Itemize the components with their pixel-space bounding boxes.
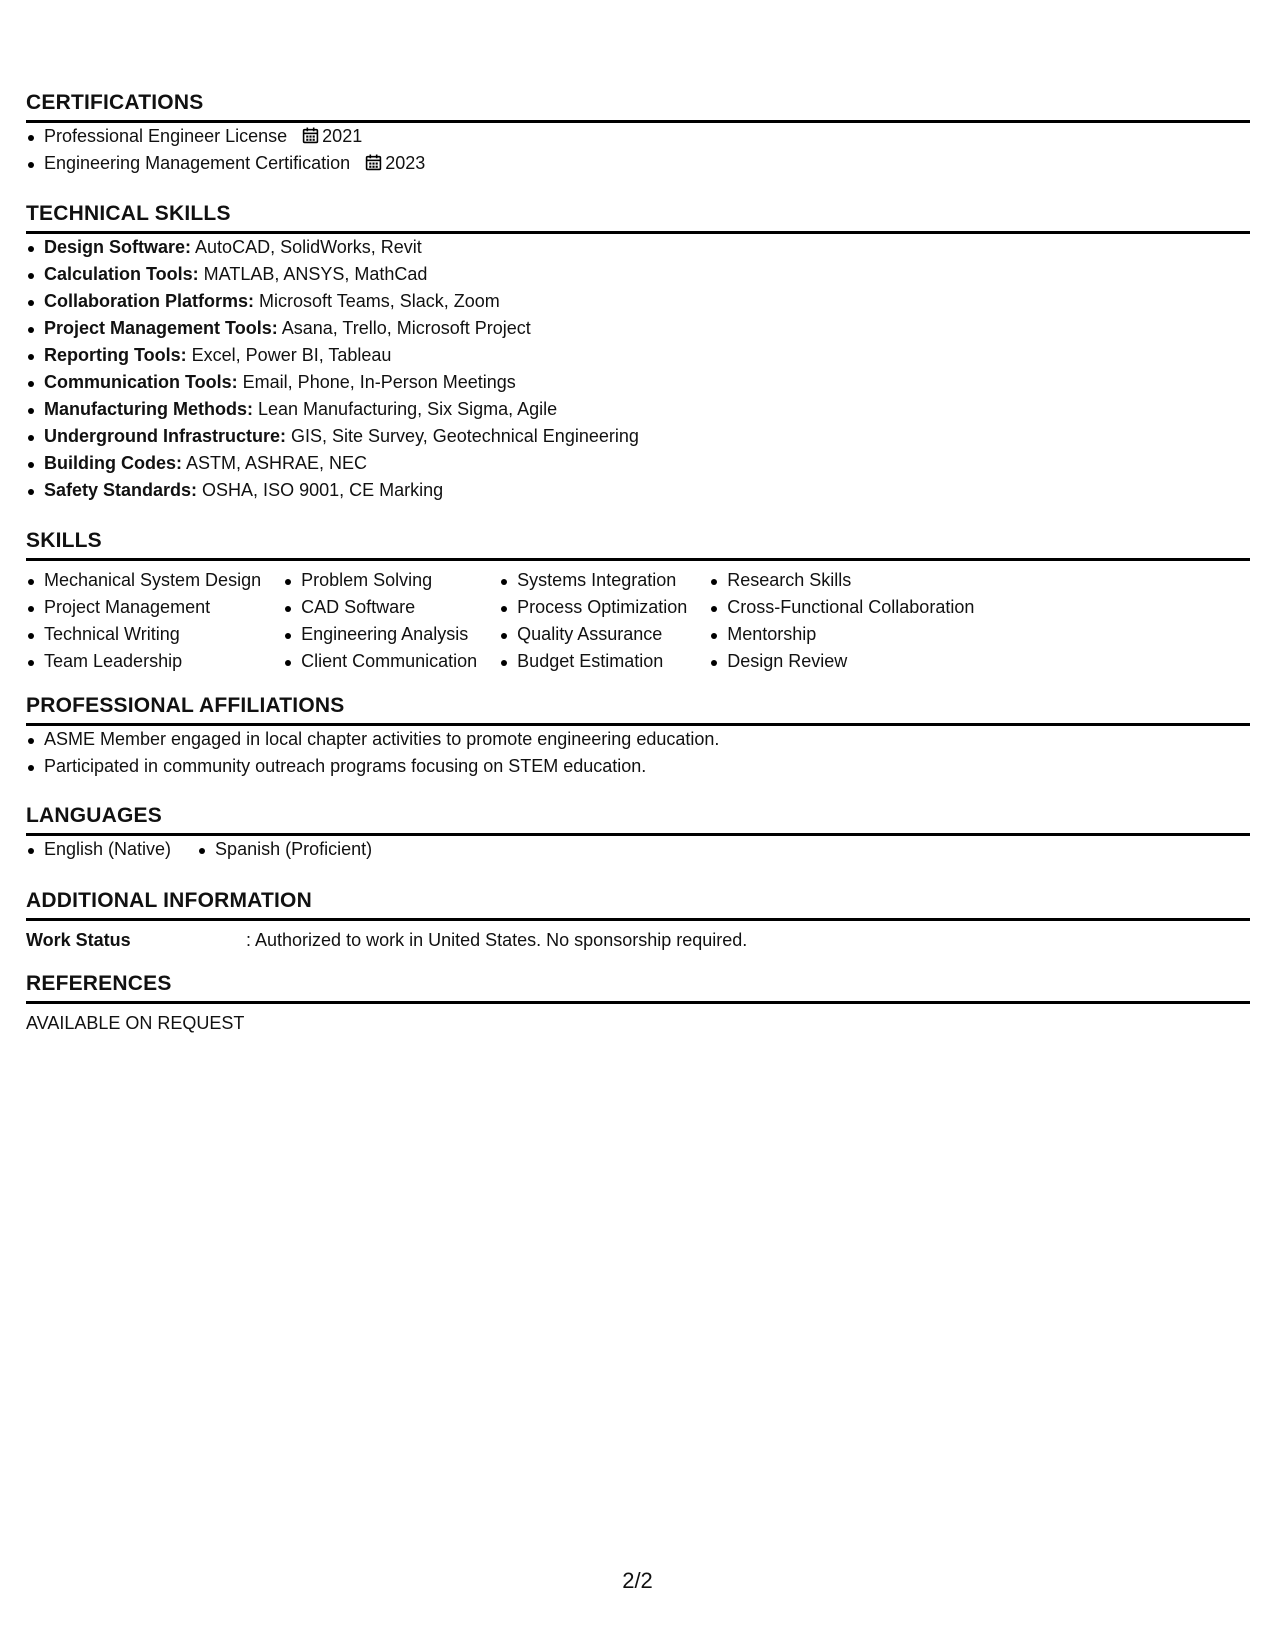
- skill-category: Design Software:: [44, 237, 192, 257]
- list-item: Team Leadership: [26, 648, 261, 675]
- list-item: Mechanical System Design: [26, 567, 261, 594]
- list-item: Project Management: [26, 594, 261, 621]
- list-item: [26, 261, 1250, 288]
- skill-values: Excel, Power BI, Tableau: [186, 345, 392, 365]
- list-item: [26, 234, 1250, 261]
- skill-category: Project Management Tools:: [44, 318, 278, 338]
- list-item: [26, 369, 1250, 396]
- list-item: [26, 450, 1250, 477]
- section-title: REFERENCES: [26, 971, 1250, 1004]
- section-title: ADDITIONAL INFORMATION: [26, 888, 1250, 921]
- list-item: [26, 150, 1250, 177]
- skills-section: [26, 528, 1250, 675]
- skill-category: Calculation Tools:: [44, 264, 199, 284]
- section-title: CERTIFICATIONS: [26, 90, 1250, 123]
- skill-values: Email, Phone, In-Person Meetings: [237, 372, 516, 392]
- list-item: Problem Solving: [283, 567, 477, 594]
- list-item: Budget Estimation: [499, 648, 687, 675]
- skill-values: OSHA, ISO 9001, CE Marking: [197, 480, 444, 500]
- list-item: [26, 123, 1250, 150]
- list-item: [26, 423, 1250, 450]
- list-item: Quality Assurance: [499, 621, 687, 648]
- list-item: [26, 315, 1250, 342]
- skill-category: Collaboration Platforms:: [44, 291, 255, 311]
- skill-values: Microsoft Teams, Slack, Zoom: [254, 291, 500, 311]
- section-title: TECHNICAL SKILLS: [26, 201, 1250, 234]
- list-item: Engineering Analysis: [283, 621, 477, 648]
- list-item: CAD Software: [283, 594, 477, 621]
- skills-column: [26, 567, 261, 675]
- list-item: Client Communication: [283, 648, 477, 675]
- certification-name: Professional Engineer License: [44, 126, 288, 146]
- affiliations-list: [26, 726, 1250, 780]
- skill-category: Reporting Tools:: [44, 345, 187, 365]
- list-item: Process Optimization: [499, 594, 687, 621]
- section-title: LANGUAGES: [26, 803, 1250, 836]
- list-item: [26, 342, 1250, 369]
- list-item: Technical Writing: [26, 621, 261, 648]
- list-item: [26, 477, 1250, 504]
- references-text: AVAILABLE ON REQUEST: [26, 1013, 245, 1033]
- work-status-row: [26, 921, 1250, 954]
- page-number: 2/2: [622, 1568, 653, 1593]
- certification-year: 2023: [385, 153, 426, 173]
- work-status-value: : Authorized to work in United States. No sponsorship required.: [246, 930, 748, 950]
- skill-category: Underground Infrastructure:: [44, 426, 287, 446]
- skills-column: [709, 567, 974, 675]
- skill-category: Communication Tools:: [44, 372, 238, 392]
- skill-values: Lean Manufacturing, Six Sigma, Agile: [253, 399, 558, 419]
- skills-column: [283, 567, 477, 675]
- languages-section: [26, 803, 1250, 863]
- skills-columns: [26, 561, 1250, 675]
- skill-values: ASTM, ASHRAE, NEC: [182, 453, 368, 473]
- skill-values: GIS, Site Survey, Geotechnical Engineering: [286, 426, 639, 446]
- list-item: Participated in community outreach programs focusing on STEM education.: [26, 753, 1250, 780]
- list-item: ASME Member engaged in local chapter activities to promote engineering education.: [26, 726, 1250, 753]
- list-item: Systems Integration: [499, 567, 687, 594]
- additional-info-section: [26, 888, 1250, 954]
- list-item: [26, 396, 1250, 423]
- list-item: Design Review: [709, 648, 974, 675]
- work-status-label: Work Status: [26, 930, 131, 950]
- calendar-icon: [365, 154, 382, 171]
- certifications-section: [26, 90, 1250, 177]
- skill-category: Safety Standards:: [44, 480, 198, 500]
- references-section: [26, 971, 1250, 1037]
- list-item: Cross-Functional Collaboration: [709, 594, 974, 621]
- section-title: SKILLS: [26, 528, 1250, 561]
- list-item: English (Native): [26, 836, 171, 863]
- skill-values: Asana, Trello, Microsoft Project: [277, 318, 531, 338]
- skill-category: Manufacturing Methods:: [44, 399, 253, 419]
- list-item: [26, 288, 1250, 315]
- certifications-list: [26, 123, 1250, 177]
- certification-year: 2021: [322, 126, 363, 146]
- technical-skills-list: [26, 234, 1250, 504]
- skill-values: MATLAB, ANSYS, MathCad: [198, 264, 428, 284]
- skills-column: [499, 567, 687, 675]
- languages-list: [26, 836, 1250, 863]
- skill-values: AutoCAD, SolidWorks, Revit: [191, 237, 422, 257]
- list-item: Spanish (Proficient): [197, 836, 372, 863]
- affiliations-section: [26, 693, 1250, 780]
- skill-category: Building Codes:: [44, 453, 182, 473]
- list-item: Mentorship: [709, 621, 974, 648]
- section-title: PROFESSIONAL AFFILIATIONS: [26, 693, 1250, 726]
- list-item: Research Skills: [709, 567, 974, 594]
- certification-name: Engineering Management Certification: [44, 153, 351, 173]
- calendar-icon: [302, 127, 319, 144]
- technical-skills-section: [26, 201, 1250, 504]
